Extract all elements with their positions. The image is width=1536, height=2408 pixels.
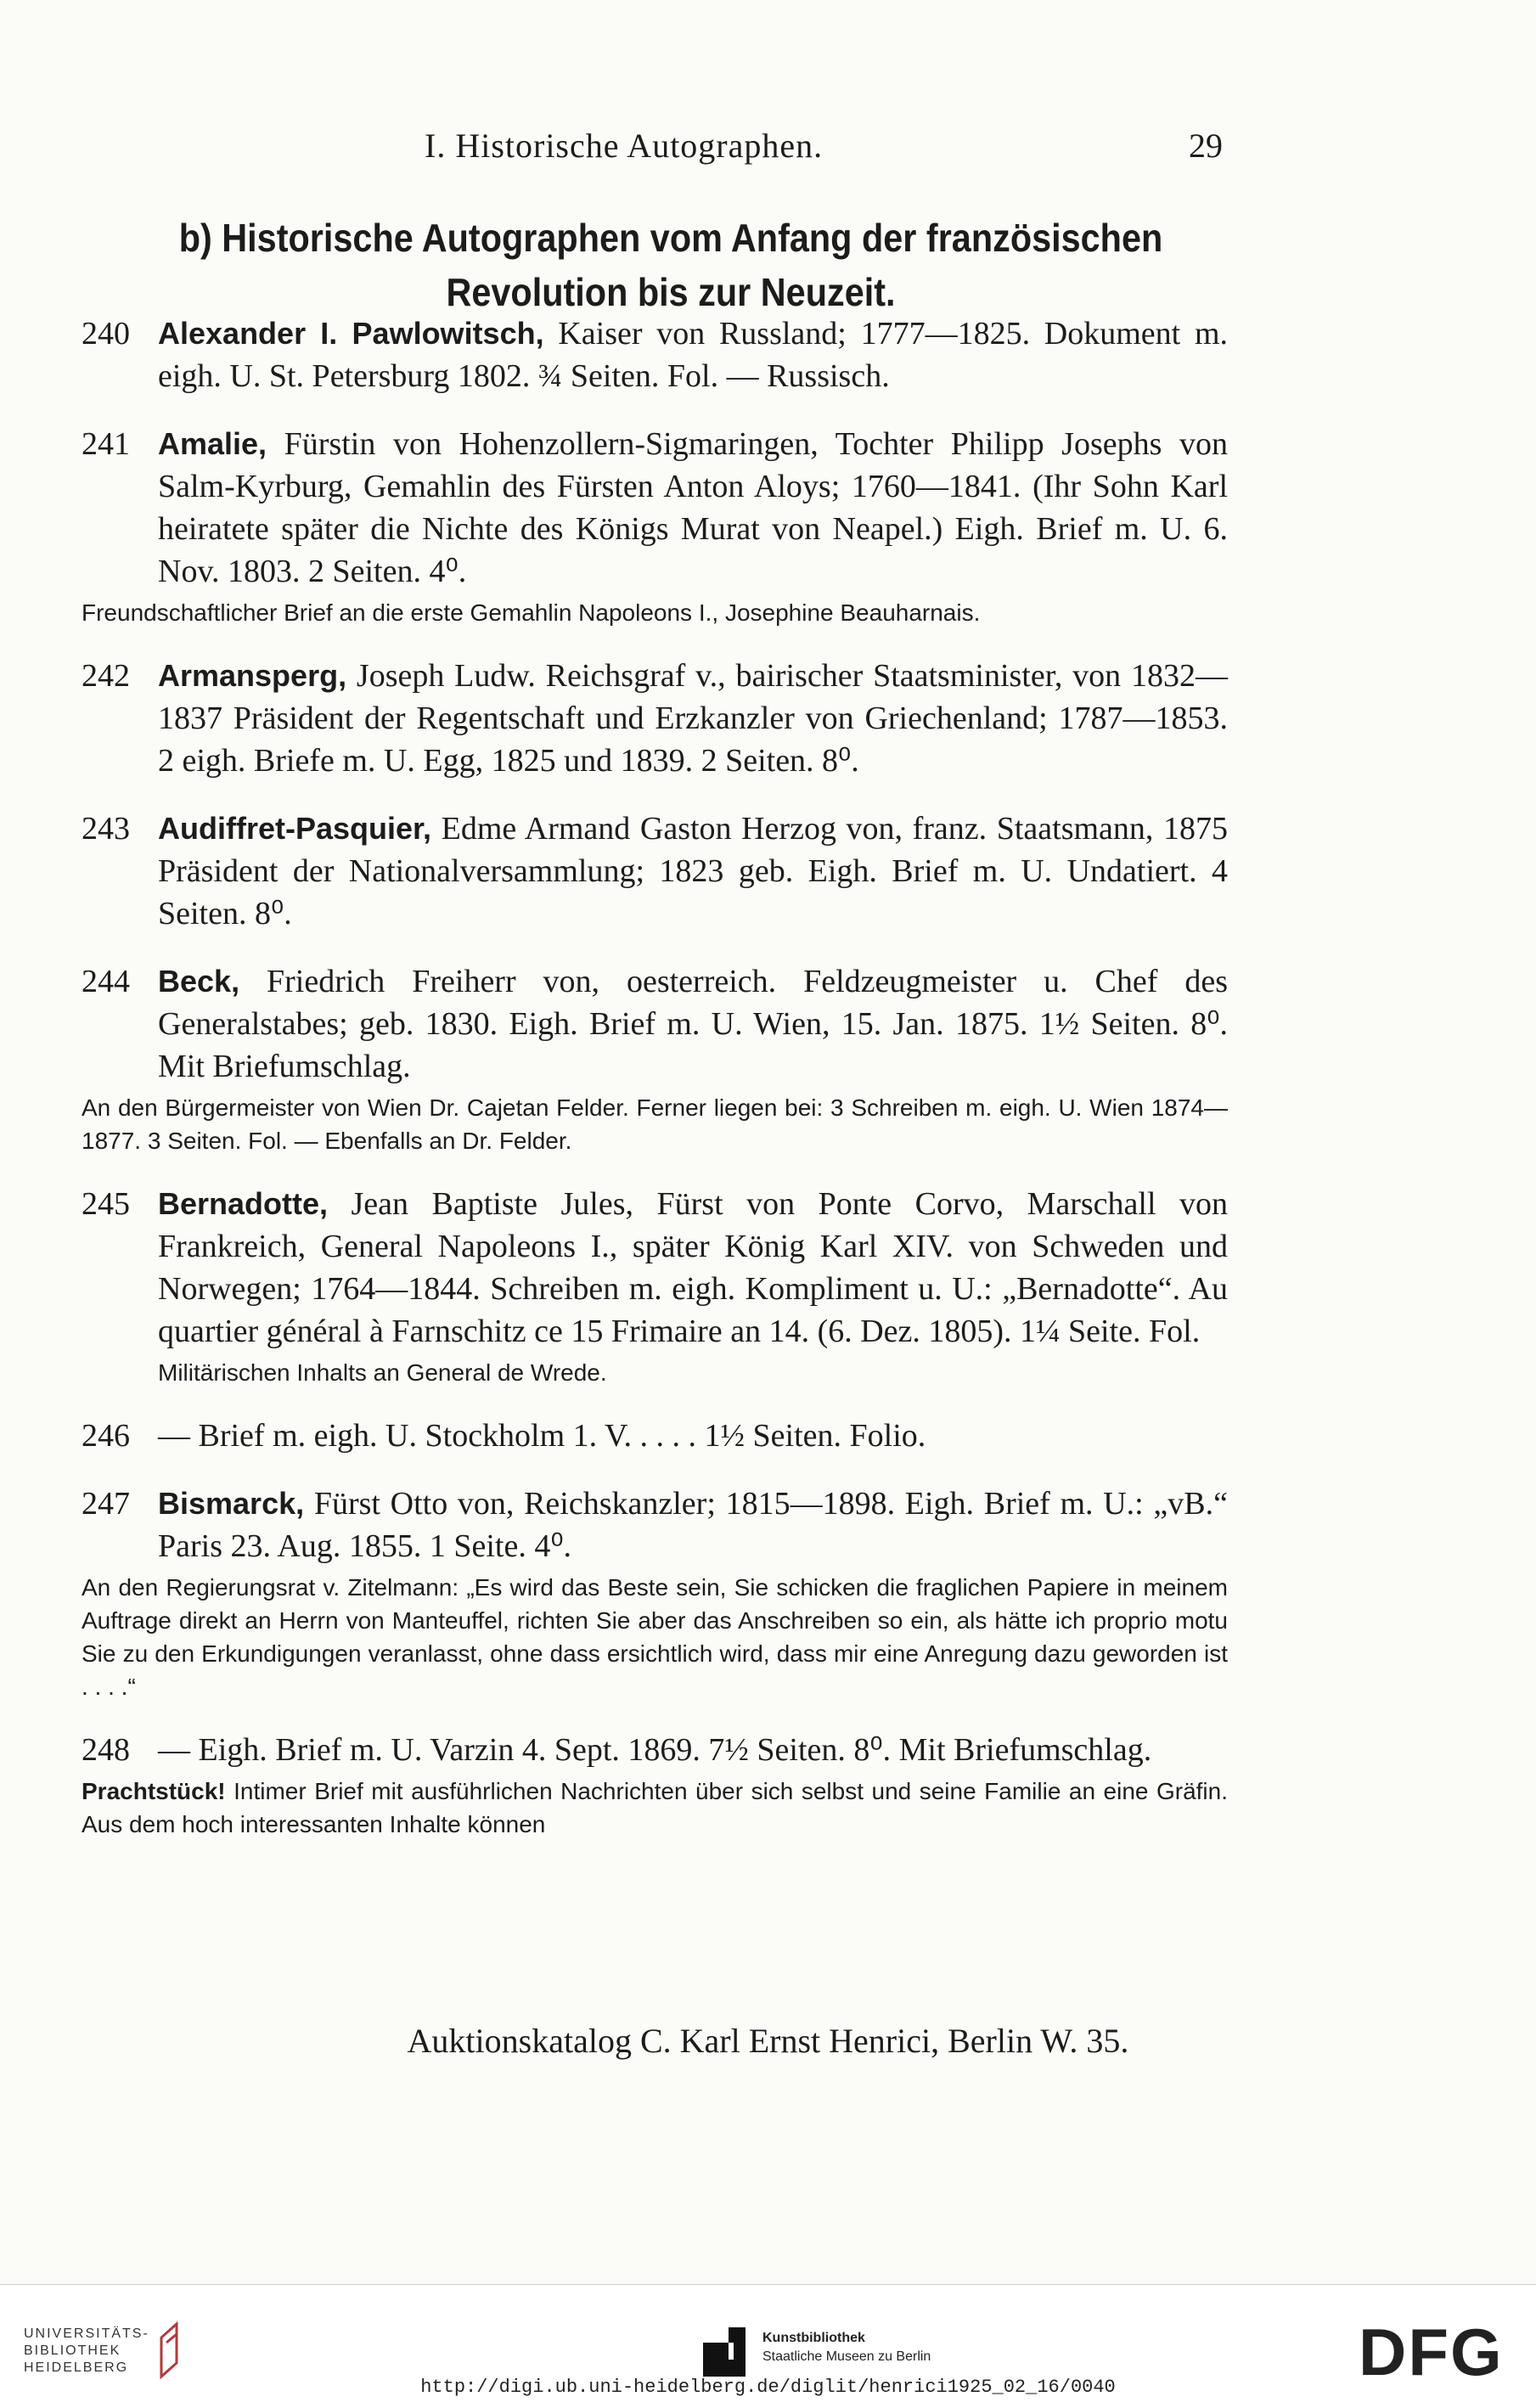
kb-line: Kunstbibliothek xyxy=(762,2331,865,2345)
entry-description: Fürst Otto von, Reichskanzler; 1815—1898. Eigh. Brief m. U.: „vB.“ Paris 23. Aug. 1855. 1 Seite. 4⁰. xyxy=(158,1486,1229,1564)
uni-line: UNIVERSITÄTS- xyxy=(24,2326,149,2341)
entry-description: Kaiser von Russland; 1777—1825. Dokument m. eigh. U. St. Petersburg 1802. ¾ Seiten. Fol. — Russisch. xyxy=(158,316,1229,394)
entry-description: Friedrich Freiherr von, oesterreich. Feldzeugmeister u. Chef des Generalstabes; geb. 1830. Eigh. Brief m. U. Wien, 15. Jan. 1875. 1½ Seiten. 8⁰. Mit Briefumschlag. xyxy=(158,964,1229,1084)
entry-description: — Brief m. eigh. U. Stockholm 1. V. . . . . 1½ Seiten. Folio. xyxy=(158,1418,926,1454)
page-number: 29 xyxy=(1189,127,1223,165)
catalog-entry xyxy=(82,960,1228,1157)
digitization-strip xyxy=(0,2284,1536,2408)
entry-name: Beck, xyxy=(158,964,240,999)
entry-description: Joseph Ludw. Reichsgraf v., bairischer Staatsminister, von 1832—1837 Präsident der Regentschaft und Erzkanzler von Griechenland; 1787—1853. 2 eigh. Briefe m. U. Egg, 1825 und 1839. 2 Seiten. 8⁰. xyxy=(158,658,1229,779)
kb-line: Staatliche Museen zu Berlin xyxy=(762,2349,931,2364)
section-title-line2: Revolution bis zur Neuzeit. xyxy=(446,270,896,314)
entry-number: 246 xyxy=(82,1418,130,1454)
kunstbibliothek-label xyxy=(762,2329,931,2366)
university-logo-icon xyxy=(151,2321,183,2380)
catalog-entry xyxy=(82,1482,1228,1703)
entry-text xyxy=(158,1183,1228,1353)
section-title xyxy=(159,211,1183,319)
entry-number: 241 xyxy=(82,426,130,462)
entry-note: Militärischen Inhalts an General de Wrede. xyxy=(158,1359,607,1386)
entry-number: 244 xyxy=(82,964,130,999)
uni-line: HEIDELBERG xyxy=(24,2360,129,2375)
section-title-line1: b) Historische Autographen vom Anfang der französischen xyxy=(178,216,1163,260)
catalog-entry xyxy=(82,655,1228,782)
entry-note: Freundschaftlicher Brief an die erste Gemahlin Napoleons I., Josephine Beauharnais. xyxy=(82,599,981,626)
entry-name: Bismarck, xyxy=(158,1486,305,1521)
entry-text xyxy=(158,1415,1228,1457)
entry-number: 247 xyxy=(82,1486,130,1522)
entry-text xyxy=(158,312,1228,397)
catalog-entry xyxy=(82,1729,1228,1841)
header-title: I. Historische Autographen. xyxy=(425,127,824,165)
dfg-logo: DFG xyxy=(1359,2315,1504,2389)
entry-note-text: Intimer Brief mit ausführlichen Nachrichten über sich selbst und seine Familie an eine Gräfin. Aus dem hoch interessanten Inhalte können xyxy=(82,1778,1228,1837)
entry-name: Bernadotte, xyxy=(158,1186,329,1221)
entry-note: An den Regierungsrat v. Zitelmann: „Es wird das Beste sein, Sie schicken die fraglichen Papiere in meinem Auftrage direkt an Herrn von Manteuffel, richten Sie aber das Anschreiben so ein, als hätte ich proprio motu Sie zu den Erkundigungen veranlasst, ohne dass ersichtlich wird, dass mir eine Anregung dazu geworden ist . . . .“ xyxy=(82,1574,1228,1700)
entry-number: 240 xyxy=(82,316,130,352)
entry-text xyxy=(158,807,1228,935)
entry-number: 248 xyxy=(82,1732,130,1768)
catalog-footer: Auktionskatalog C. Karl Ernst Henrici, Berlin W. 35. xyxy=(407,2022,1129,2060)
entry-text xyxy=(158,1482,1228,1567)
entry-note: An den Bürgermeister von Wien Dr. Cajetan Felder. Ferner liegen bei: 3 Schreiben m. eigh. U. Wien 1874—1877. 3 Seiten. Fol. — Ebenfalls an Dr. Felder. xyxy=(82,1094,1228,1154)
entry-note-highlight: Prachtstück! xyxy=(82,1778,226,1804)
entry-number: 243 xyxy=(82,811,130,847)
catalog-entry xyxy=(82,423,1228,629)
catalog-entry xyxy=(82,1183,1228,1389)
entry-name: Audiffret-Pasquier, xyxy=(158,811,432,846)
entry-text xyxy=(158,655,1228,782)
entry-description: Edme Armand Gaston Herzog von, franz. Staatsmann, 1875 Präsident der Nationalversammlung; 1823 geb. Eigh. Brief m. U. Undatiert. 4 Seiten. 8⁰. xyxy=(158,811,1229,931)
catalog-entry xyxy=(82,312,1228,397)
catalog-entry xyxy=(82,1415,1228,1457)
uni-line: BIBLIOTHEK xyxy=(24,2343,121,2358)
source-url[interactable]: http://digi.ub.uni-heidelberg.de/diglit/henrici1925_02_16/0040 xyxy=(420,2377,1116,2398)
university-library-label xyxy=(24,2326,149,2377)
entry-description: Fürstin von Hohenzollern-Sigmaringen, Tochter Philipp Josephs von Salm-Kyrburg, Gemahlin des Fürsten Anton Aloys; 1760—1841. (Ihr Sohn Karl heiratete später die Nichte des Königs Murat von Neapel.) Eigh. Brief m. U. 6. Nov. 1803. 2 Seiten. 4⁰. xyxy=(158,426,1229,589)
entry-description: — Eigh. Brief m. U. Varzin 4. Sept. 1869. 7½ Seiten. 8⁰. Mit Briefumschlag. xyxy=(158,1732,1152,1768)
entry-note xyxy=(82,1775,1228,1841)
entry-number: 245 xyxy=(82,1186,130,1222)
entry-text xyxy=(158,960,1228,1088)
kunstbibliothek-logo-icon xyxy=(703,2327,745,2377)
entry-description: Jean Baptiste Jules, Fürst von Ponte Corvo, Marschall von Frankreich, General Napoleons I., später König Karl XIV. von Schweden und Norwegen; 1764—1844. Schreiben m. eigh. Kompliment u. U.: „Bernadotte“. Au quartier général à Farnschitz ce 15 Frimaire an 14. (6. Dez. 1805). 1¼ Seite. Fol. xyxy=(158,1186,1229,1349)
entry-number: 242 xyxy=(82,658,130,694)
entry-name: Alexander I. Pawlowitsch, xyxy=(158,316,544,351)
running-header xyxy=(0,126,1536,177)
entry-text xyxy=(158,1729,1228,1771)
entry-text xyxy=(158,423,1228,593)
entry-name: Armansperg, xyxy=(158,658,347,693)
entry-name: Amalie, xyxy=(158,426,267,461)
catalog-entry xyxy=(82,807,1228,935)
entry-list xyxy=(82,312,1228,1866)
